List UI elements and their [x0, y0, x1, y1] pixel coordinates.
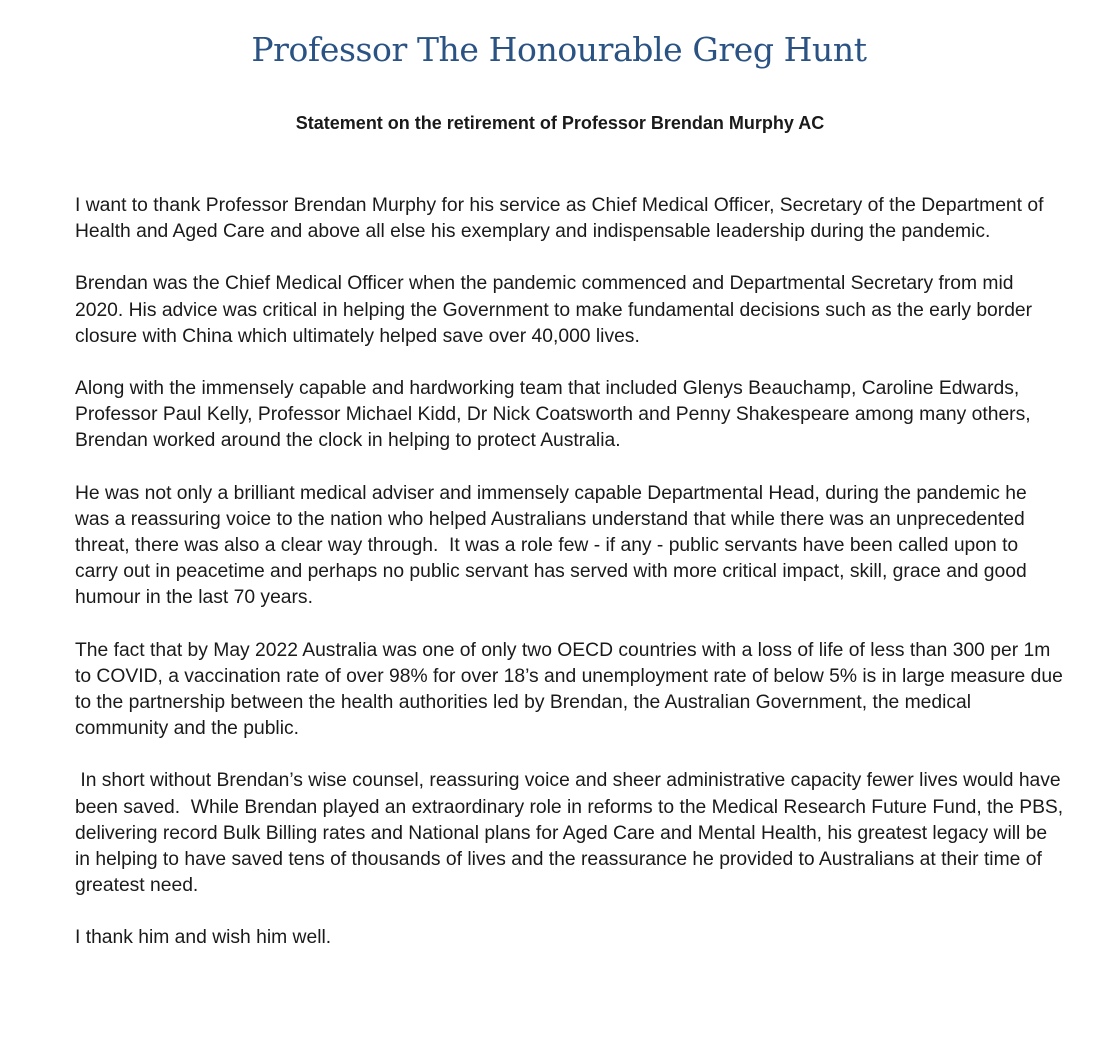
paragraph-7: I thank him and wish him well.: [75, 927, 332, 949]
paragraph-6: In short without Brendan’s wise counsel, reassuring voice and sheer administrative capacity fewer lives would have been saved. While Brendan played an extraordinary role in reforms to the Medical Research Future Fund, the PBS, delivering record Bulk Billing rates and National plans for Aged Care and Mental Health, his greatest legacy will be in helping to have saved tens of thousands of lives and the reassurance he provided to Australians at their time of greatest need.: [75, 770, 1069, 897]
paragraph-1: I want to thank Professor Brendan Murphy for his service as Chief Medical Officer, Secretary of the Department of Health and Aged Care and above all else his exemplary and indispensable leadership during the pandemic.: [75, 195, 1049, 243]
statement-subtitle: Statement on the retirement of Professor Brendan Murphy AC: [295, 113, 825, 133]
statement-body: [75, 193, 1069, 978]
paragraph-3: Along with the immensely capable and hardworking team that included Glenys Beauchamp, Caroline Edwards, Professor Paul Kelly, Professor Michael Kidd, Dr Nick Coatsworth and Penny Shakespeare among many others, Brendan worked around the clock in helping to protect Australia.: [75, 378, 1036, 452]
paragraph-4: He was not only a brilliant medical adviser and immensely capable Departmental Head, during the pandemic he was a reassuring voice to the nation who helped Australians understand that while there was an unprecedented threat, there was also a clear way through. It was a role few - if any - public servants have been called upon to carry out in peacetime and perhaps no public servant has served with more critical impact, skill, grace and good humour in the last 70 years.: [75, 482, 1033, 609]
page-title: Professor The Honourable Greg Hunt: [251, 30, 867, 69]
paragraph-5: The fact that by May 2022 Australia was one of only two OECD countries with a loss of life of less than 300 per 1m to COVID, a vaccination rate of over 98% for over 18’s and unemployment rate of below 5% is in large measure due to the partnership between the health authorities led by Brendan, the Australian Government, the medical community and the public.: [75, 639, 1069, 740]
paragraph-2: Brendan was the Chief Medical Officer when the pandemic commenced and Departmental Secretary from mid 2020. His advice was critical in helping the Government to make fundamental decisions such as the early border closure with China which ultimately helped save over 40,000 lives.: [75, 273, 1038, 347]
